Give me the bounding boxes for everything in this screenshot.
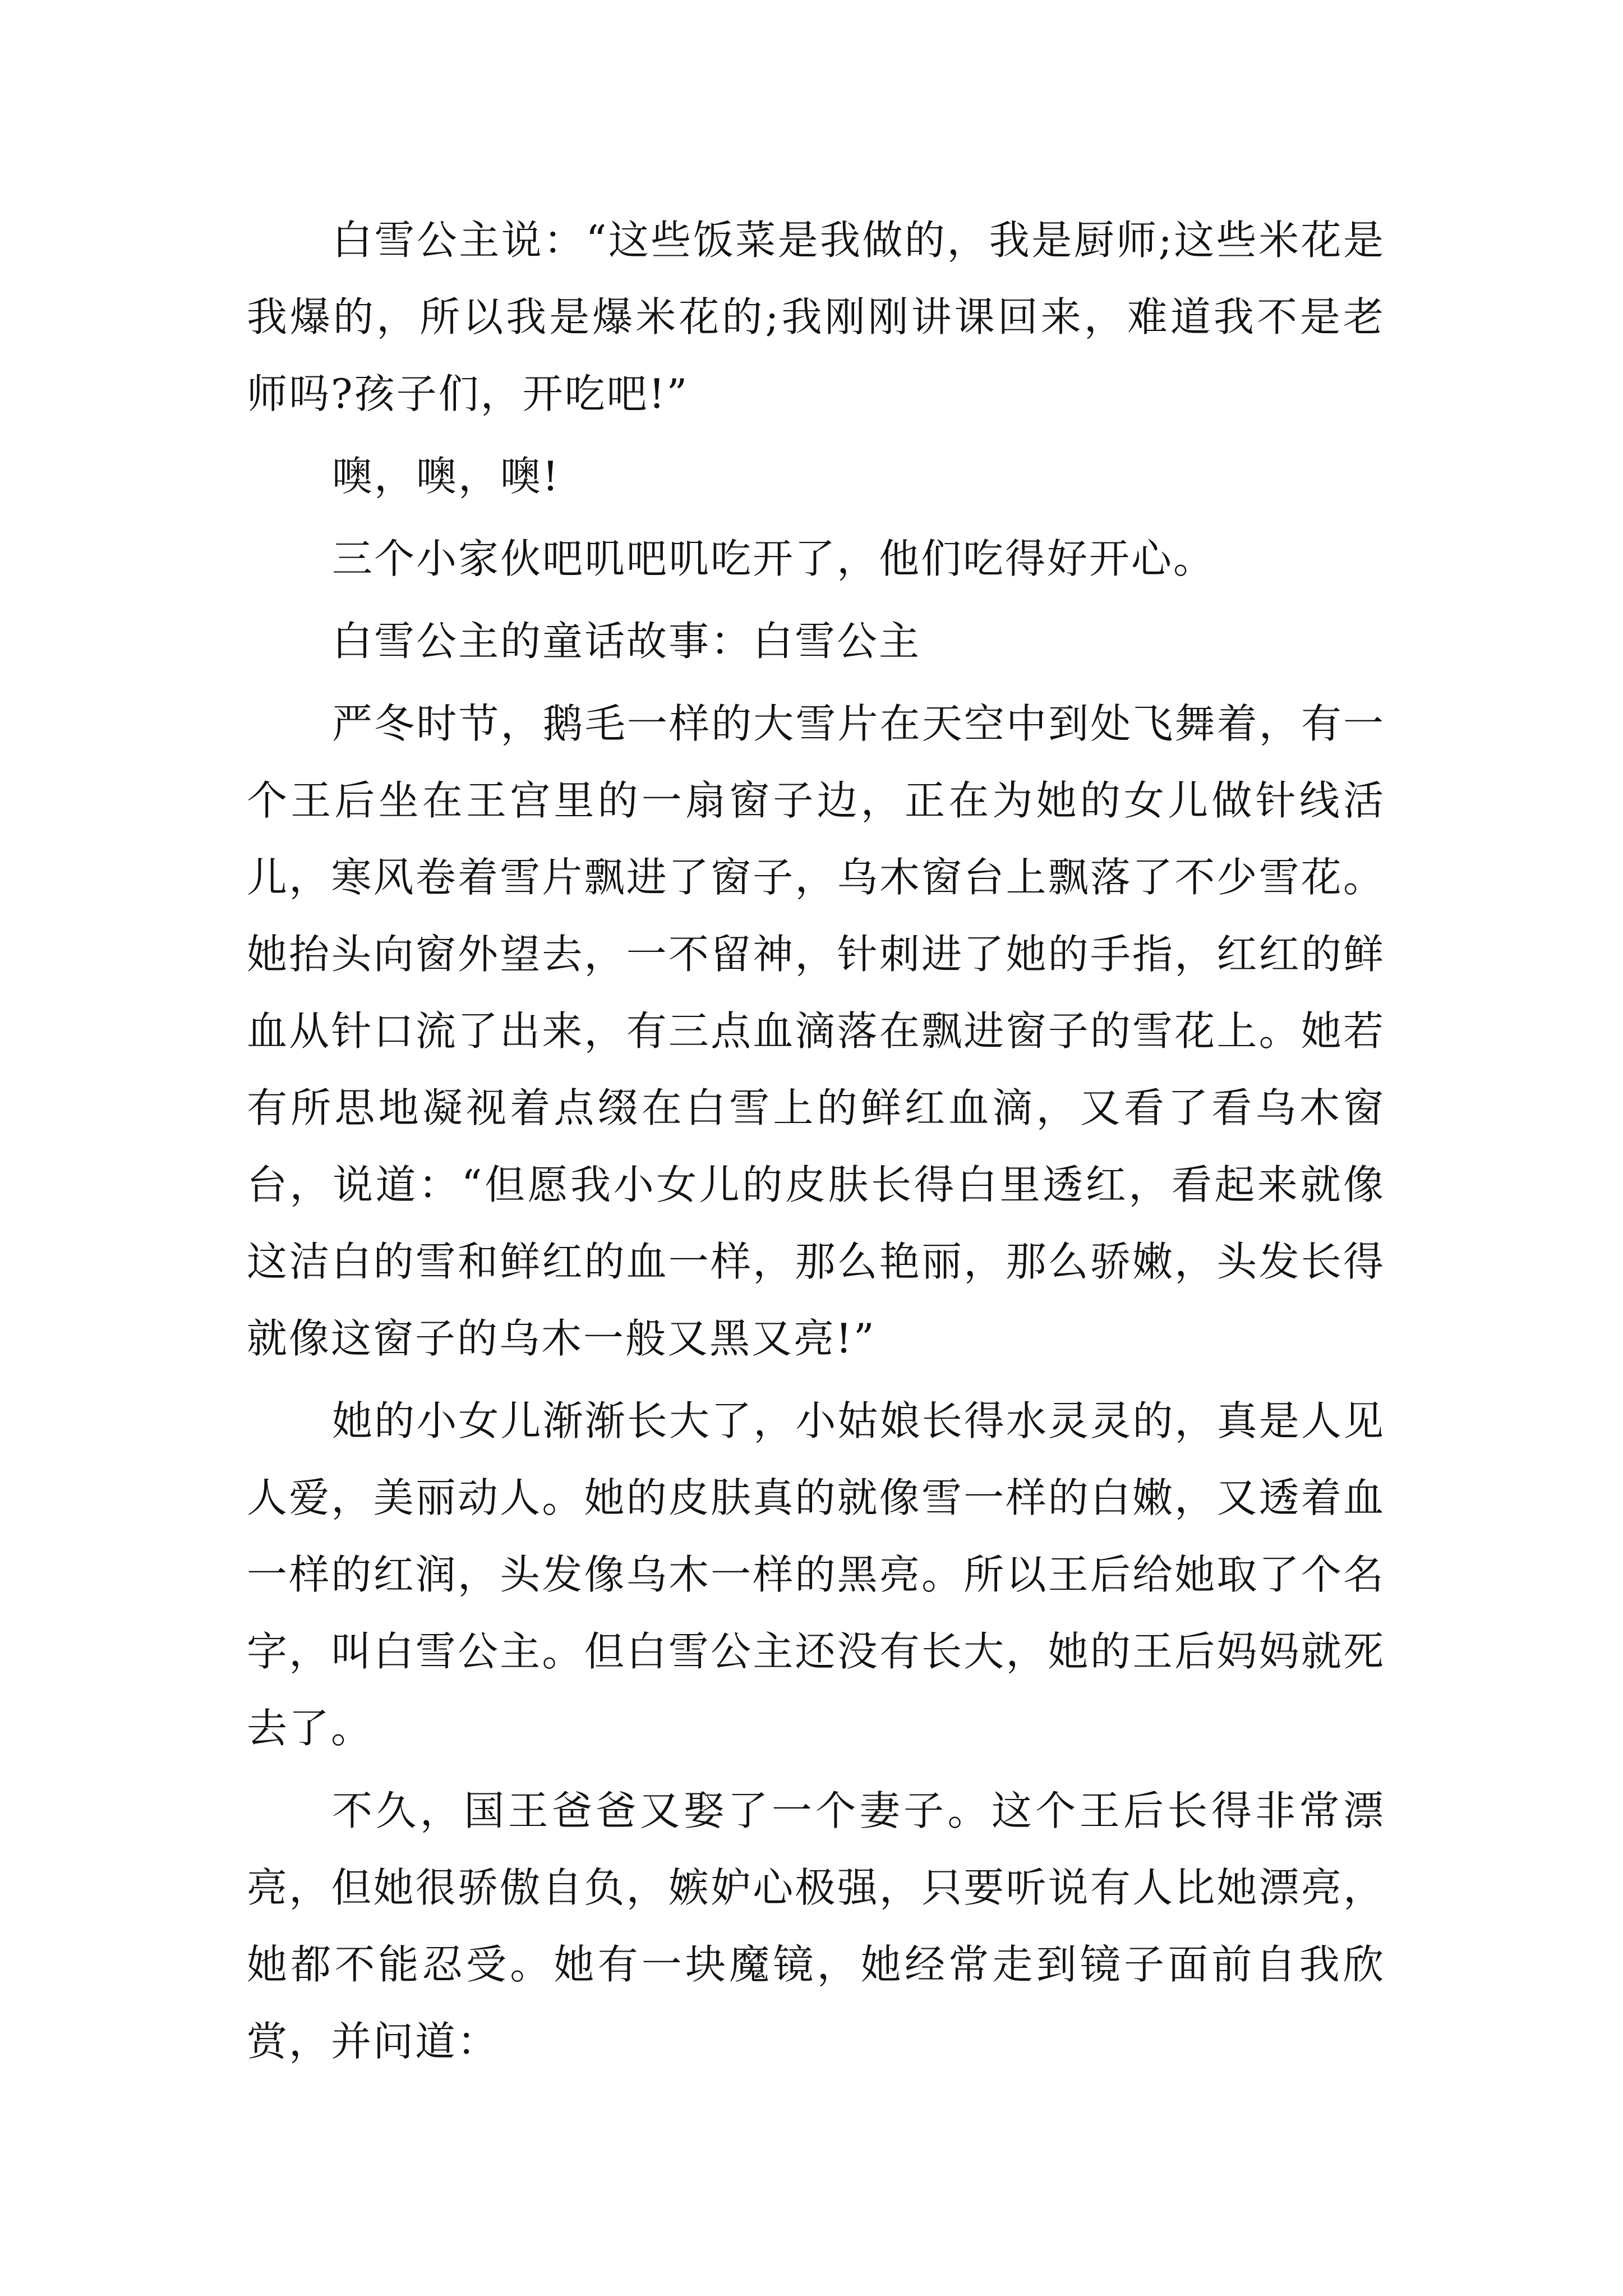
paragraph-3: 三个小家伙吧叽吧叽吃开了，他们吃得好开心。: [332, 535, 1216, 582]
paragraph-6: 她的小女儿渐渐长大了，小姑娘长得水灵灵的，真是人见人爱，美丽动人。她的皮肤真的就像雪一样的白嫩，又透着血一样的红润，头发像乌木一样的黑亮。所以王后给她取了个名字，叫白雪公主。但白雪公主还没有长大，她的王后妈妈就死去了。: [247, 1397, 1385, 1752]
paragraph-5: 严冬时节，鹅毛一样的大雪片在天空中到处飞舞着，有一个王后坐在王宫里的一扇窗子边，正在为她的女儿做针线活儿，寒风卷着雪片飘进了窗子，乌木窗台上飘落了不少雪花。她抬头向窗外望去，一不留神，针刺进了她的手指，红红的鲜血从针口流了出来，有三点血滴落在飘进窗子的雪花上。她若有所思地凝视着点缀在白雪上的鲜红血滴，又看了看乌木窗台，说道：“但愿我小女儿的皮肤长得白里透红，看起来就像这洁白的雪和鲜红的血一样，那么艳丽，那么骄嫩，头发长得就像这窗子的乌木一般又黑又亮!”: [247, 700, 1385, 1362]
paragraph-1: 白雪公主说：“这些饭菜是我做的，我是厨师;这些米花是我爆的，所以我是爆米花的;我刚刚讲课回来，难道我不是老师吗?孩子们，开吃吧!”: [247, 217, 1385, 417]
section-heading: 白雪公主的童话故事：白雪公主: [332, 618, 921, 665]
paragraph-2: 噢，噢，噢!: [332, 453, 560, 500]
story-text: [247, 202, 1385, 2086]
paragraph-7: 不久，国王爸爸又娶了一个妻子。这个王后长得非常漂亮，但她很骄傲自负，嫉妒心极强，只要听说有人比她漂亮，她都不能忍受。她有一块魔镜，她经常走到镜子面前自我欣赏，并问道：: [247, 1787, 1385, 2065]
